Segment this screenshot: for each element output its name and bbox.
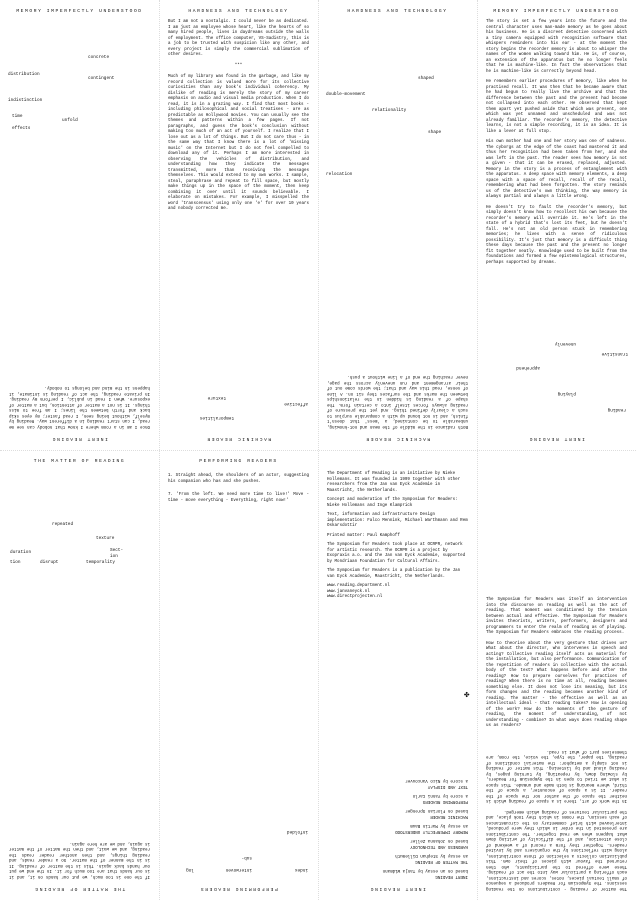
paragraph: But I am not a nostalgic. I could never be as dedicated. I am just an employee whose heart, like the hearts of so many hired people, lives in daydreams outside the walls of employment. The office computer, VS-Sadistry, this is a job to be trusted with suspicion like any other, and every project is simply the commercial sublimation of other desires. bbox=[168, 20, 309, 57]
word-repeated: repeated bbox=[52, 522, 74, 527]
word-disrupt: disrupt bbox=[40, 560, 59, 565]
essay-body bbox=[168, 20, 309, 218]
panel-header: THE MATTER OF READING bbox=[33, 459, 126, 464]
essay-body bbox=[9, 379, 150, 428]
paragraph: Both radiance in the middle of the mean and not-knowing, unbearable to be contained, a 'mess' that doesn't finish, and is not bound up with a comparable surplus to such a clearly defined thing. And yet the pressure of reading always forces itself into a certain form. The shape of a reading is hidden in the relationships between the marks and the surfaces they sit on. A line of sense, read this way and that; the words come out of their arrangement and run unevenly across the page, never reaching the end of a line without a push. bbox=[327, 374, 468, 428]
website-link[interactable]: www.reading.department.nl bbox=[327, 584, 390, 588]
paragraph: His own mother had one and her story was one of sadness. The cyborgs at the edge of the coast had mastered it and thus her recognition had been taken from her, and she was left in the past. The reader sees how memory is not a given - that it can be erased, replaced, adjusted. Memory in the story is a process of entanglement with the apparatus. A deep space with memory elements, a deep space with a space of recall, recall of the recall, remembering what had been forgotten. The story reminds us of the detective's own thinking, the way memory is always partial and always a little wrong. bbox=[486, 140, 627, 199]
toc-title[interactable]: MACHINIC READER bbox=[430, 814, 468, 818]
word-reading: reading bbox=[607, 407, 626, 412]
website-link[interactable]: www.directprojecten.nl bbox=[327, 595, 383, 599]
word-tion: tion bbox=[10, 560, 21, 565]
panel-header: INERT READING bbox=[369, 886, 426, 891]
paragraph: How to theorise about the very gesture that drives us? What about the director, who intervenes in speech and acting? Collective reading itself acts as material for the installation, but also performance. Communication of the repetition of readers in collective with the actual body of the text? What happens before and after the reading? How to prepare ourselves for practices of reading? When there is no time at all, reading becomes something else. It does not lose its meaning, but its form changes and the reading becomes another kind of reading. The matter - the effective as well as an intellectual ideal - that reading takes? How is opening of the work? How do the moments of the gesture of reading, the moment of understanding, of not understanding - combine? In what ways does reading shape us as readers? bbox=[486, 641, 627, 728]
panel-toc bbox=[318, 675, 477, 900]
paragraph: If the one is too much, we put our hands on it, and it is our hands that are too much for it. In the end we put our hands back again. This is the matter of reading. It is in the manner of the matter. So a reader reads, and reading things, and then another reader reads the reading, and we wait, and then the matter of the matter is again, and we are here again. bbox=[9, 841, 150, 878]
colophon-body bbox=[327, 472, 468, 601]
word-unfold: unfold bbox=[62, 118, 78, 123]
toc-title[interactable]: INERT READING bbox=[435, 874, 468, 878]
word-affective: affective bbox=[284, 401, 308, 406]
panel-header: PERFORMING READERS bbox=[199, 886, 278, 891]
paragraph: He remembers earlier procedures of memory, like when he practised recall. It was then that he became aware that he had begun to really live the archive and that the difference between the past and the present had become not collapsed into each other. He observed that kept them apart yet pushed aside that which was present, one which was yet unnamed and unscheduled and was not already familiar. The recorder's memory, the detective learns, is not a simple recording, it is an idea. It is like a lever at full stop. bbox=[486, 80, 627, 134]
toc-author: based on Florian Sprenger bbox=[405, 808, 468, 813]
panel-header: INERT READING bbox=[528, 436, 585, 441]
word-relationality: relationality bbox=[372, 108, 407, 113]
paragraph: The Symposium for Readers was itself an intervention into the discourse on reading as well as the act of reading. That moment was conditioned by the tension between actual and effective. The Symposium for Readers invites theorists, writers, performers, designers and programmers to enter the realm of reading as of playing. The Symposium for Readers embraces the reading process. bbox=[486, 598, 627, 635]
toc-author: a score by Yanni Carlo bbox=[412, 793, 468, 798]
word-relocation: relocation bbox=[326, 172, 353, 177]
toc-author: an essay by Stephan Dillemuth bbox=[395, 853, 468, 858]
word-temporality: temporality bbox=[86, 560, 115, 565]
panel-machinic-wordmap bbox=[159, 225, 318, 450]
word-apprehend: apprehend bbox=[516, 365, 540, 370]
word-shape: shape bbox=[428, 130, 442, 135]
paragraph: Much of my library was found in the garbage, and like my record collection is valued more for its collective curiosities than any book's individual coherency. My dislike of reading is merely the story of my career emphasis on audio and visual media production. When I do read, it is in a grazing way. I find that most books - including philosophical and social treatises - are as predictable as Hollywood movies. You can usually see the themes and patterns within a few pages. If not paragraphs, and guess the book's conclusion without making too much of an act of yourself. I realize that I lose out as a lot of things. But I do not care thus - in the same way that I know there is a lot of 'missing music' on the Internet but I do not feel compelled to download any of it. Perhaps I am more interested in observing the vehicles of distribution, and understanding how they indicate the messages transmitted, more than receiving the messages themselves. This would extend to my own works. I sample, steal, paraphrase and repeat to fill space, but mostly make things up in the space of the moment, then keep combining it over until it sounds believable. I elaborate on mistakes. For example, I misspelled the word 'transcensus' using only one 'e' for over 10 years and nobody corrected me. bbox=[168, 75, 309, 211]
panel-header: MACHINIC READER bbox=[205, 436, 272, 441]
word-transitive: transitive bbox=[601, 351, 628, 356]
paragraph: The matter of reading - contributions on the reading sessions. The Symposium for Readers produced a sequence of small textual pieces, notes, scores and instructions, each offering a particular way into the act of reading. These were offered to the participants, who then returned the favour with pieces of their own. This publication collects a selection of those contributions, along with reflections by the organisers and by invited readers. Together they form a record of a weekend of close attention, and of the difficulty of writing down what happens when we read together. The contributions are presented in the order in which they were produced, interleaved with brief commentary on the circumstances of each session, the rooms in which they took place, and the particular textures of reading which emerged. bbox=[486, 809, 627, 890]
word-texture: texture bbox=[207, 395, 226, 400]
panel-header: INERT READING bbox=[51, 436, 108, 441]
word-ion: ion bbox=[110, 554, 118, 559]
panel-header: HARDNESS AND TECHNOLOGY bbox=[188, 9, 289, 14]
panel-performing-wordmap bbox=[159, 675, 318, 900]
score-line: 7. 'From the left. We need more time to live!' Move - time - move everything - Everything, right now!' bbox=[168, 493, 309, 503]
panel-header: PERFORMING READERS bbox=[199, 459, 278, 464]
word-sub: sub- bbox=[241, 855, 252, 860]
word-double-movement: double-movement bbox=[326, 92, 366, 97]
word-indistinction: indistinction bbox=[8, 98, 43, 103]
toc-author: an essay by Martin Baum bbox=[410, 823, 468, 828]
toc-author: a score by Nico Vancouver bbox=[405, 778, 468, 783]
word-texture: texture bbox=[96, 536, 115, 541]
word-playing: playing bbox=[557, 391, 576, 396]
paragraph: In the work of art, there is a space of reading which is neither the space of the author nor the space of the reader. It is a space of encounter, a space of the third, where meaning is both made and unmade. This space is what we tried to open in the Symposium for Readers, by slowing down, by repeating, by turning pages, by reading aloud and by listening. This matter of reading is not simply a metaphor: the material conditions of reading, the paper, the type, the voice, the room, are themselves part of what is read. bbox=[486, 749, 627, 803]
word-section: Sect- bbox=[110, 548, 124, 553]
word-temporalities: temporalities bbox=[199, 415, 234, 420]
panel-header: MEMORY IMPERFECTLY UNDERSTOOD bbox=[493, 9, 620, 14]
panel-symposium-text bbox=[477, 450, 636, 728]
essay-body bbox=[9, 835, 150, 879]
toc-title[interactable]: TEXT AND DISPLAY bbox=[427, 784, 468, 788]
word-time: time bbox=[12, 114, 23, 119]
colophon-intro: The Department of Reading is an initiative by Nieke Hollemans. It was founded in 1999 together with other researchers from the Jan van Eyck Academie in Maastricht, the Netherlands. bbox=[327, 472, 461, 493]
colophon-concept: Concept and moderation of the Symposium for Readers: Nieke Hollemans and Inge Klamprick bbox=[327, 498, 458, 508]
colophon-design: Text, information and infrastructure Design implementation: Falco Mennink, Michael Warthmann and Rem Oskarsdottir bbox=[327, 513, 468, 528]
score-line: 1. Straight ahead, the shoulders of an actor, suggesting his companion who has and she pushes. bbox=[168, 474, 309, 484]
panel-machinic-text bbox=[318, 225, 477, 450]
paragraph: The story is set a few years into the future and the central character uses man-made memory as he goes about his business. He is a discreet detective concerned with a tiny camera equipped with recognition software that whispers reminders into his ear - at the moment the story begins the recorder memory is about to whisper the names of the women walking toward him. He is, of course, an extension of the apparatus but he no longer feels that he is machine-like. In fact the observations that he is machine-like is correctly beyond head. bbox=[486, 20, 627, 74]
paragraph: Once I am in a room where I know that nobody can see me read, I can start reading in a different way. Reading by myself, without being seen, I read faster; my eyes skip back and forth between the lines; I am free to miss things. It is not a matter of attention, but a matter of exposure. When I read in public, I perform my reading. In private reading, the act of reading is intimate, it happens in the mind and belongs to nobody. bbox=[9, 385, 150, 428]
word-effects: effects bbox=[12, 126, 31, 131]
toc-author: based on an essay by Tanja Widmann bbox=[382, 868, 468, 873]
word-index: index bbox=[294, 867, 308, 872]
toc-list bbox=[378, 773, 468, 878]
toc-author: based on Johanna Zeller bbox=[410, 838, 468, 843]
colophon-publication: The Symposium for Readers is a publication by the Jan van Eyck Academie, Maastricht, the Netherlands. bbox=[327, 569, 461, 579]
colophon-symposium: The Symposium for Readers took place at OCRPR, network for artistic research. The OCRPR is a project by Exopraxis a.o. and the Jan van Eyck Academie, supported by Mondriaan Foundation for Cultural Affairs. bbox=[327, 543, 466, 564]
panel-inert-wordmap bbox=[477, 225, 636, 450]
word-infolded: infolded bbox=[286, 829, 308, 834]
essay-body bbox=[486, 743, 627, 891]
toc-title[interactable]: THE MATTER OF READING bbox=[415, 859, 468, 863]
toc-title[interactable]: MEMORY IMPERFECTLY UNDERSTOOD bbox=[395, 829, 468, 833]
word-interwoven: interwoven bbox=[225, 867, 252, 872]
panel-matter-text bbox=[0, 675, 159, 900]
section-separator: *** bbox=[234, 63, 243, 68]
panel-matter-intro bbox=[477, 675, 636, 900]
panel-inert-text bbox=[0, 225, 159, 450]
word-shaped: shaped bbox=[418, 76, 434, 81]
panel-header: HARDNESS AND TECHNOLOGY bbox=[347, 9, 448, 14]
word-distribution: distribution bbox=[8, 72, 40, 77]
essay-body bbox=[327, 368, 468, 428]
colophon-print: Printed matter: Paul Kamphoff bbox=[327, 533, 400, 538]
panel-header: THE MATTER OF READING bbox=[33, 886, 126, 891]
score-lines bbox=[168, 474, 309, 508]
panel-header: MACHINIC READER bbox=[364, 436, 431, 441]
word-concrete: concrete bbox=[88, 55, 110, 60]
word-unevenly: unevenly bbox=[554, 341, 576, 346]
word-log: log bbox=[186, 867, 194, 872]
word-duration: duration bbox=[10, 550, 32, 555]
paragraph: He doesn't try to fault the recorder's memory, but simply doesn't know how to recollect his own because the recorder's memory will override it. He's left in the state of a hybrid that's lost its feet, but he doesn't fall. He's not an old person stuck in remembering memories; he lives with a sense of ridiculous possibility. It's just that memory is a difficult thing these days because the past and the present no longer fit together neatly. Knowledge used to be built from the foundations and formed a few epistemological structures, perhaps supported by dreams. bbox=[486, 205, 627, 265]
toc-title[interactable]: HARDNESS AND TECHNOLOGY bbox=[410, 844, 468, 848]
website-link[interactable]: www.janvaneyck.nl bbox=[327, 589, 370, 594]
word-contingent: contingent bbox=[88, 76, 115, 81]
toc-title[interactable]: PERFORMING READERS bbox=[422, 799, 468, 803]
panel-header: MEMORY IMPERFECTLY UNDERSTOOD bbox=[16, 9, 143, 14]
publisher-logo-icon: ✤ bbox=[464, 690, 470, 700]
